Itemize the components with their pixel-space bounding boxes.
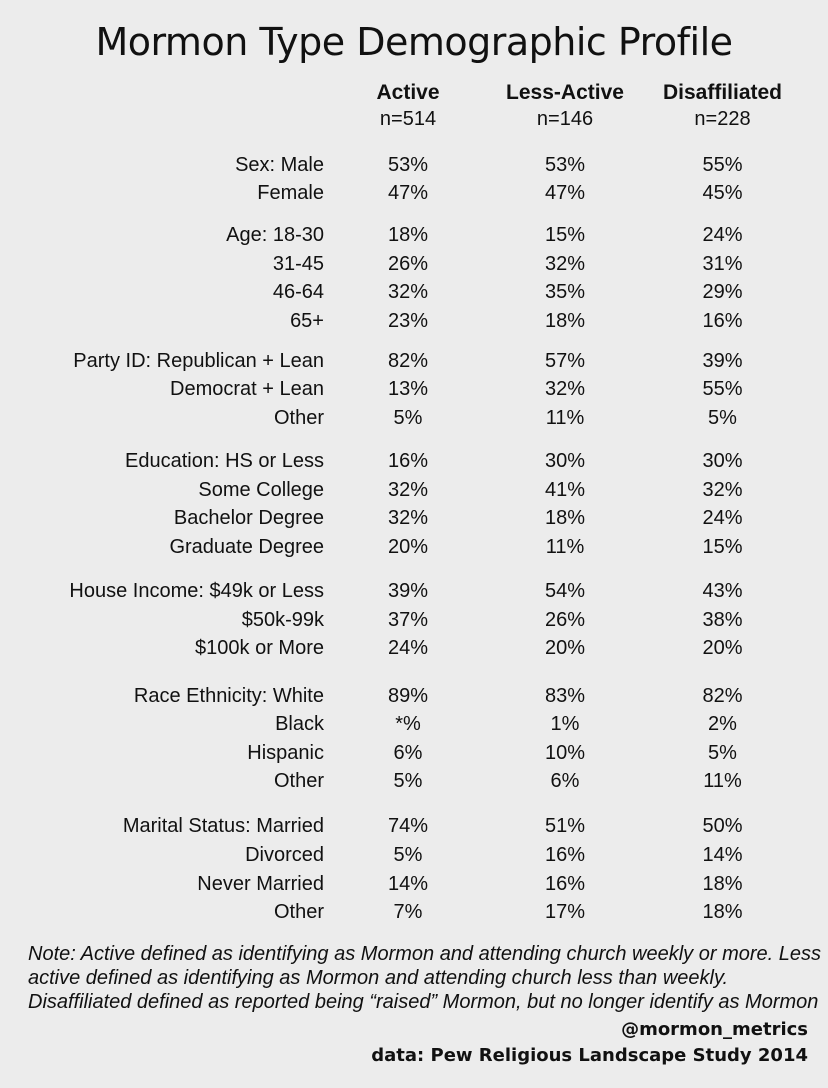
row-label: Never Married [197,873,324,895]
disaffiliated-value: 24% [702,224,743,246]
less-active-value: 32% [544,253,586,275]
disaffiliated-value: 2% [708,713,737,735]
page-title: Mormon Type Demographic Profile [95,20,733,64]
active-value: 74% [387,815,429,837]
active-value: 6% [393,742,423,764]
less-active-value: 51% [544,815,586,837]
disaffiliated-value: 29% [702,281,743,303]
row-label: Other [273,407,324,429]
table-row [0,606,828,634]
row-label: Some College [198,479,324,501]
active-value: 32% [387,507,429,529]
table-row [0,447,828,475]
active-value: 5% [393,407,423,429]
disaffiliated-value: 18% [702,901,743,923]
column-header-active [348,80,468,132]
less-active-value: 57% [544,350,586,372]
less-active-value: 18% [544,507,586,529]
row-label: 46-64 [272,281,324,303]
disaffiliated-value: 18% [702,873,743,895]
active-value: 32% [387,281,429,303]
less-active-value: 1% [550,713,580,735]
column-name: Active [376,81,440,104]
disaffiliated-value: 39% [702,350,743,372]
column-name: Disaffiliated [662,81,783,104]
table-row [0,841,828,869]
disaffiliated-value: 24% [702,507,743,529]
row-label: $100k or More [195,637,324,659]
disaffiliated-value: 11% [703,770,742,792]
author-handle: @mormon_metrics [621,1019,808,1040]
less-active-value: 47% [544,182,586,204]
disaffiliated-value: 15% [702,536,743,558]
active-value: 16% [387,450,429,472]
row-label: 31-45 [272,253,324,275]
less-active-value: 11% [545,407,585,429]
row-label: Race Ethnicity: White [133,685,324,707]
less-active-value: 16% [544,873,586,895]
table-row [0,767,828,795]
row-label: House Income: $49k or Less [69,580,324,602]
row-label: Divorced [245,844,324,866]
table-row [0,278,828,306]
table-row [0,739,828,767]
disaffiliated-value: 32% [702,479,743,501]
less-active-value: 41% [544,479,586,501]
disaffiliated-value: 20% [702,637,743,659]
active-value: 82% [387,350,429,372]
row-label: 65+ [290,310,324,332]
less-active-value: 53% [544,154,586,176]
row-label: Other [273,770,324,792]
row-label: Marital Status: Married [122,815,324,837]
column-sample-size: n=514 [379,108,437,130]
disaffiliated-value: 45% [702,182,743,204]
less-active-value: 11% [545,536,585,558]
active-value: 24% [387,637,429,659]
row-label: Female [257,182,324,204]
active-value: 23% [387,310,429,332]
table-row [0,812,828,840]
disaffiliated-value: 31% [702,253,743,275]
active-value: 7% [393,901,423,923]
less-active-value: 10% [544,742,586,764]
less-active-value: 32% [544,378,586,400]
row-label: Bachelor Degree [173,507,324,529]
active-value: 20% [387,536,429,558]
active-value: 5% [393,770,423,792]
less-active-value: 18% [544,310,586,332]
disaffiliated-value: 55% [702,378,743,400]
active-value: 53% [387,154,429,176]
active-value: 32% [387,479,429,501]
less-active-value: 15% [544,224,586,246]
disaffiliated-value: 5% [708,407,737,429]
less-active-value: 83% [544,685,586,707]
row-label: Sex: Male [235,154,324,176]
table-row [0,375,828,403]
row-label: Other [273,901,324,923]
table-row [0,504,828,532]
table-row [0,870,828,898]
row-label: Education: HS or Less [125,450,324,472]
row-label: Graduate Degree [169,536,324,558]
table-row [0,577,828,605]
column-sample-size: n=146 [536,108,594,130]
column-header-less-active [490,80,640,132]
disaffiliated-value: 30% [702,450,743,472]
less-active-value: 20% [544,637,586,659]
table-row [0,250,828,278]
active-value: 89% [387,685,429,707]
disaffiliated-value: 50% [702,815,743,837]
disaffiliated-value: 43% [702,580,743,602]
table-row [0,404,828,432]
less-active-value: 26% [544,609,586,631]
active-value: 14% [387,873,429,895]
disaffiliated-value: 14% [702,844,743,866]
disaffiliated-value: 55% [702,154,743,176]
active-value: 13% [387,378,429,400]
less-active-value: 6% [550,770,580,792]
row-label: Hispanic [247,742,324,764]
table-row [0,476,828,504]
less-active-value: 35% [544,281,586,303]
table-row [0,682,828,710]
table-row [0,533,828,561]
table-row [0,710,828,738]
row-label: Black [275,713,324,735]
disaffiliated-value: 16% [702,310,743,332]
active-value: 47% [387,182,429,204]
active-value: 26% [387,253,429,275]
active-value: 37% [387,609,429,631]
disaffiliated-value: 5% [708,742,737,764]
less-active-value: 54% [544,580,586,602]
active-value: *% [395,713,421,735]
table-row [0,634,828,662]
disaffiliated-value: 38% [702,609,743,631]
row-label: Democrat + Lean [170,378,324,400]
column-header-disaffiliated [645,80,800,132]
table-row [0,221,828,249]
less-active-value: 16% [544,844,586,866]
active-value: 5% [393,844,423,866]
data-source: data: Pew Religious Landscape Study 2014 [371,1045,808,1066]
table-row [0,307,828,335]
row-label: Age: 18-30 [226,224,324,246]
definitions-note: Note: Active defined as identifying as Mormon and attending church weekly or more. Less active defined as identifying as Mormon and attending church less than weekly. Disaffiliated defined as reported being “raised” Mormon, but no longer identify as Mormon [28,943,822,1013]
disaffiliated-value: 82% [702,685,743,707]
active-value: 18% [387,224,429,246]
row-label: $50k-99k [241,609,324,631]
less-active-value: 17% [544,901,586,923]
less-active-value: 30% [544,450,586,472]
table-row [0,179,828,207]
row-label: Party ID: Republican + Lean [73,350,324,372]
table-row [0,898,828,926]
table-row [0,151,828,179]
column-name: Less-Active [506,81,624,104]
table-row [0,347,828,375]
active-value: 39% [387,580,429,602]
column-sample-size: n=228 [694,108,751,130]
